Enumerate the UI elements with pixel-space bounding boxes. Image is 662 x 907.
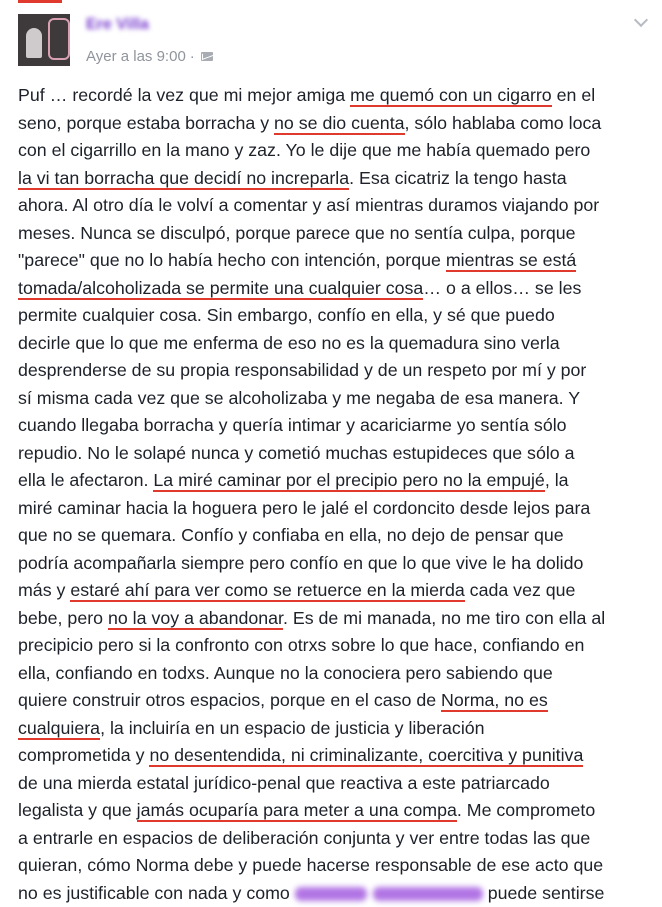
text-segment: comprometida y xyxy=(18,745,149,765)
underlined-phrase: no se dio cuenta xyxy=(274,113,405,135)
text-segment: … o a ellos… se les xyxy=(423,278,581,298)
text-segment: , sólo hablaba como loca xyxy=(405,113,602,133)
text-segment: puede sentirse xyxy=(483,883,605,903)
text-segment: cuando llegaba borracha y quería intimar y acariciarme yo sentía sólo xyxy=(18,415,567,435)
post-text-line xyxy=(18,715,650,743)
avatar-graffiti xyxy=(48,18,70,60)
underlined-phrase: estaré ahí para ver como se retuerce en la mierda xyxy=(70,580,464,602)
text-segment: "parece" que no lo había hecho con intención, porque xyxy=(18,250,446,270)
text-segment: no es justificable con nada y como xyxy=(18,883,295,903)
text-segment: ella, confiando en todxs. Aunque no la conociera pero sabiendo que xyxy=(18,663,553,683)
post-text-line xyxy=(18,632,650,660)
author-name[interactable]: Ere Villa xyxy=(86,16,149,34)
text-segment: que no se quemara. Confío y confiaba en ella, no dejo de pensar que xyxy=(18,525,564,545)
post-text-line xyxy=(18,192,650,220)
post-text-line xyxy=(18,137,650,165)
post-text-line xyxy=(18,770,650,798)
underlined-phrase: tomada/alcoholizada se permite una cualquier cosa xyxy=(18,278,423,300)
chevron-down-icon[interactable] xyxy=(634,14,648,28)
text-segment: decirle que lo que me enferma de eso no es la quemadura sino verla xyxy=(18,333,560,353)
text-segment: quiere construir otros espacios, porque en el caso de xyxy=(18,690,441,710)
post-text-line xyxy=(18,825,650,853)
underlined-phrase: no la voy a abandonar xyxy=(108,608,283,630)
text-segment: , la xyxy=(545,470,569,490)
post-text-line xyxy=(18,522,650,550)
underlined-phrase: jamás ocuparía para meter a una compa xyxy=(137,800,457,822)
post-timestamp[interactable]: Ayer a las 9:00 xyxy=(86,48,186,65)
text-segment: seno, porque estaba borracha y xyxy=(18,113,274,133)
text-segment: Puf … recordé la vez que mi mejor amiga xyxy=(18,85,350,105)
post-text-line xyxy=(18,275,650,303)
post-text-line xyxy=(18,440,650,468)
redacted-name xyxy=(373,887,483,901)
underlined-phrase: mientras se está xyxy=(446,250,576,272)
text-segment: ella le afectaron. xyxy=(18,470,153,490)
underlined-phrase: me quemó con un cigarro xyxy=(350,85,552,107)
post-text-line xyxy=(18,687,650,715)
text-segment: . Me comprometo xyxy=(457,800,595,820)
text-segment: repudio. No le solapé nunca y cometió muchas estupideces que sólo a xyxy=(18,443,575,463)
post-text-line xyxy=(18,357,650,385)
meta-separator: · xyxy=(190,48,195,65)
post-meta xyxy=(86,48,213,65)
text-segment: de una mierda estatal jurídico-penal que reactiva a este patriarcado xyxy=(18,773,550,793)
underlined-phrase: Norma, no es xyxy=(441,690,548,712)
post-text-line xyxy=(18,412,650,440)
underlined-phrase: la vi tan borracha que decidí no increparla xyxy=(18,168,349,190)
post-text-line xyxy=(18,330,650,358)
post-text-line xyxy=(18,385,650,413)
post-text-line xyxy=(18,220,650,248)
envelope-icon xyxy=(201,52,213,61)
post-text-line xyxy=(18,660,650,688)
text-segment: podría acompañarla siempre pero confío en que lo que vive le ha dolido xyxy=(18,553,583,573)
text-segment: legalista y que xyxy=(18,800,137,820)
post-text-line xyxy=(18,605,650,633)
text-segment: con el cigarrillo en la mano y zaz. Yo le dije que me había quemado pero xyxy=(18,140,590,160)
post-text-line xyxy=(18,110,650,138)
post-text-line xyxy=(18,165,650,193)
post-text-line xyxy=(18,880,650,907)
text-segment: cada vez que xyxy=(465,580,576,600)
post-text-line xyxy=(18,550,650,578)
text-segment: quieran, cómo Norma debe y puede hacerse responsable de ese acto que xyxy=(18,855,603,875)
post-body xyxy=(18,82,650,907)
post-text-line xyxy=(18,742,650,770)
text-segment: miré caminar hacia la hoguera pero le jalé el cordoncito desde lejos para xyxy=(18,498,590,518)
post-header xyxy=(18,14,648,70)
underlined-phrase: no desentendida, ni criminalizante, coercitiva y punitiva xyxy=(149,745,583,767)
text-segment: , la incluiría en un espacio de justicia y liberación xyxy=(100,718,485,738)
text-segment: . Esa cicatriz la tengo hasta xyxy=(349,168,566,188)
text-segment: permite cualquier cosa. Sin embargo, confío en ella, y sé que puedo xyxy=(18,305,555,325)
avatar[interactable] xyxy=(18,14,70,66)
underlined-phrase: cualquiera xyxy=(18,718,100,740)
post-text-line xyxy=(18,852,650,880)
text-segment: sí misma cada vez que se alcoholizaba y me negaba de esa manera. Y xyxy=(18,388,580,408)
text-segment: ahora. Al otro día le volví a comentar y así mientras duramos viajando por xyxy=(18,195,599,215)
text-segment: a entrarle en espacios de deliberación conjunta y ver entre todas las que xyxy=(18,828,590,848)
post-text-line xyxy=(18,302,650,330)
text-segment: desprenderse de su propia responsabilidad y de un respeto por mí y por xyxy=(18,360,586,380)
post-text-line xyxy=(18,495,650,523)
post-text-line xyxy=(18,467,650,495)
text-segment: . Es de mi manada, no me tiro con ella al xyxy=(283,608,605,628)
top-accent-line xyxy=(18,0,62,3)
post-text-line xyxy=(18,247,650,275)
text-segment: en el xyxy=(552,85,596,105)
post-text-line xyxy=(18,797,650,825)
text-segment: más y xyxy=(18,580,70,600)
avatar-figure xyxy=(26,28,42,58)
text-segment: precipicio pero si la confronto con otrxs sobre lo que hace, confiando en xyxy=(18,635,584,655)
redacted-name xyxy=(295,887,367,901)
post-text-line xyxy=(18,577,650,605)
underlined-phrase: La miré caminar por el precipio pero no la empujé xyxy=(153,470,544,492)
text-segment: bebe, pero xyxy=(18,608,108,628)
text-segment: meses. Nunca se disculpó, porque parece que no sentía culpa, porque xyxy=(18,223,576,243)
post-text-line xyxy=(18,82,650,110)
